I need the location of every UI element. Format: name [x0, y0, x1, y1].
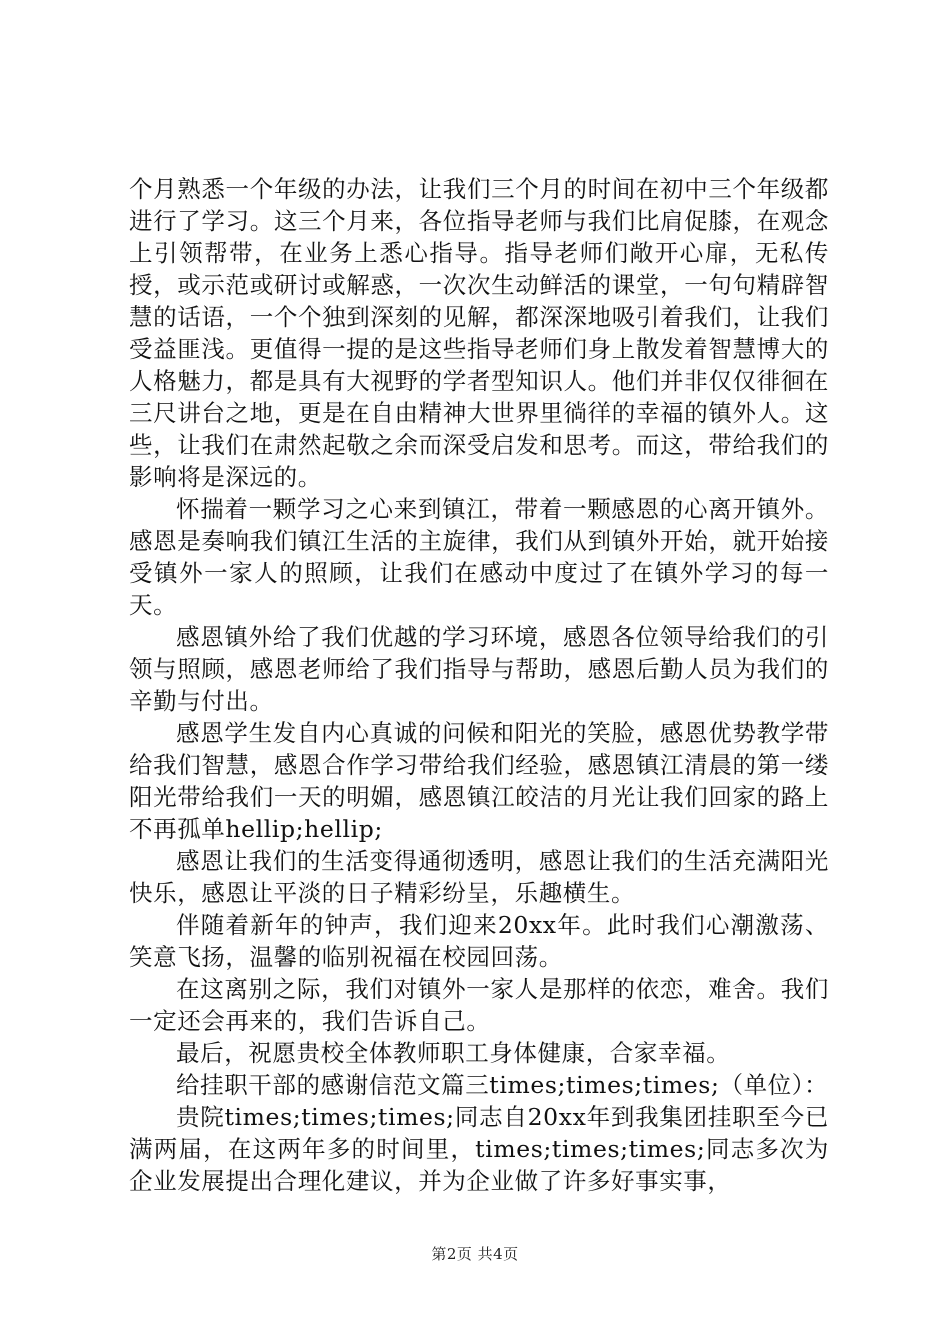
paragraph-continuation: 个月熟悉一个年级的办法，让我们三个月的时间在初中三个年级都进行了学习。这三个月来，各位指导老师与我们比肩促膝，在观念上引领帮带，在业务上悉心指导。指导老师们敞开心扉，无私传授，或示范或研讨或解惑，一次次生动鲜活的课堂，一句句精辟智慧的话语，一个个独到深刻的见解，都深深地吸引着我们，让我们受益匪浅。更值得一提的是这些指导老师们身上散发着智慧博大的人格魅力，都是具有大视野的学者型知识人。他们并非仅仅徘徊在三尺讲台之地，更是在自由精神大世界里徜徉的幸福的镇外人。这些，让我们在肃然起敬之余而深受启发和思考。而这，带给我们的影响将是深远的。 — [129, 175, 829, 491]
page-number-footer: 第2页 共4页 — [431, 1245, 519, 1263]
paragraph-gratitude-school: 感恩镇外给了我们优越的学习环境，感恩各位领导给我们的引领与照顾，感恩老师给了我们指导与帮助，感恩后勤人员为我们的辛勤与付出。 — [129, 623, 829, 715]
document-body — [129, 173, 829, 1197]
paragraph-letter-three-body: 贵院times;times;times;同志自20xx年到我集团挂职至今已满两届，在这两年多的时间里，times;times;times;同志多次为企业发展提出合理化建议，并为企业做了许多好事实事， — [129, 1103, 829, 1195]
paragraph-new-year: 伴随着新年的钟声，我们迎来20xx年。此时我们心潮激荡、笑意飞扬，温馨的临别祝福在校园回荡。 — [129, 911, 829, 971]
paragraph-gratitude-students: 感恩学生发自内心真诚的问候和阳光的笑脸，感恩优势教学带给我们智慧，感恩合作学习带给我们经验，感恩镇江清晨的第一缕阳光带给我们一天的明媚，感恩镇江皎洁的月光让我们回家的路上不再孤单hellip;hellip; — [129, 719, 829, 843]
paragraph-closing-wish: 最后，祝愿贵校全体教师职工身体健康，合家幸福。 — [176, 1039, 731, 1067]
paragraph-gratitude-life: 感恩让我们的生活变得通彻透明，感恩让我们的生活充满阳光快乐，感恩让平淡的日子精彩纷呈，乐趣横生。 — [129, 847, 829, 907]
section-heading-letter-three: 给挂职干部的感谢信范文篇三times;times;times;（单位）： — [176, 1071, 829, 1099]
paragraph-farewell: 在这离别之际，我们对镇外一家人是那样的依恋，难舍。我们一定还会再来的，我们告诉自己。 — [129, 975, 829, 1035]
paragraph-gratitude-intro: 怀揣着一颗学习之心来到镇江，带着一颗感恩的心离开镇外。感恩是奏响我们镇江生活的主旋律，我们从到镇外开始，就开始接受镇外一家人的照顾，让我们在感动中度过了在镇外学习的每一天。 — [129, 495, 829, 619]
